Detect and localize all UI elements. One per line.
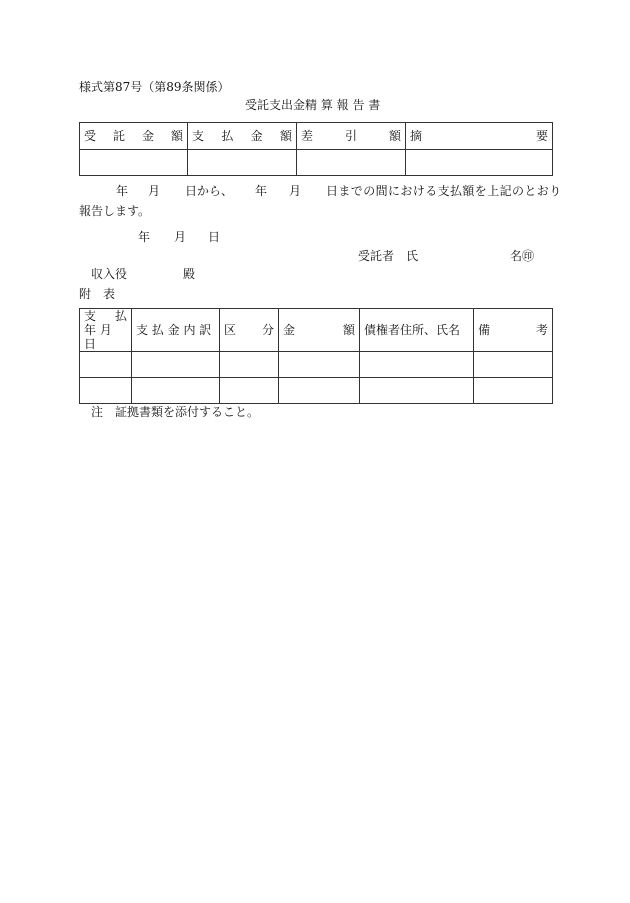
appendix-label: 附 表	[79, 287, 116, 301]
day-from-label: 日から、	[185, 184, 234, 198]
cell[interactable]	[474, 378, 553, 404]
cell[interactable]	[132, 352, 220, 378]
cell[interactable]	[132, 378, 220, 404]
addressee-title: 収入役	[91, 267, 128, 281]
month-label: 月	[148, 184, 161, 198]
cell[interactable]	[279, 352, 360, 378]
year-label: 年	[255, 184, 268, 198]
header-received-amount: 受 託 金 額	[80, 123, 188, 150]
month-label: 月	[289, 184, 302, 198]
trustee-label: 受託者 氏	[358, 249, 419, 263]
date-month-label: 月	[174, 230, 187, 244]
difference-cell[interactable]	[297, 150, 406, 176]
form-number: 様式第87号（第89条関係）	[79, 80, 230, 94]
date-day-label: 日	[208, 230, 221, 244]
name-seal-label: 名㊞	[510, 249, 535, 263]
detail-row	[80, 378, 553, 404]
header-amount: 金 額	[279, 309, 360, 352]
cell[interactable]	[220, 352, 279, 378]
cell[interactable]	[474, 352, 553, 378]
header-paid-amount: 支 払 金 額	[188, 123, 297, 150]
summary-header-row	[80, 123, 553, 150]
cell[interactable]	[360, 378, 474, 404]
report-text-line2: 報告します。	[79, 204, 151, 218]
header-difference: 差 引 額	[297, 123, 406, 150]
note: 注 証拠書類を添付すること。	[91, 405, 260, 419]
cell[interactable]	[220, 378, 279, 404]
header-creditor: 債権者住所、氏名	[360, 309, 474, 352]
cell[interactable]	[80, 352, 132, 378]
detail-table	[79, 308, 553, 404]
cell[interactable]	[360, 352, 474, 378]
header-payment-breakdown: 支 払 金 内 訳	[132, 309, 220, 352]
detail-header-row	[80, 309, 553, 352]
document-title: 受託支出金精 算 報 告 書	[245, 98, 381, 112]
header-category: 区 分	[220, 309, 279, 352]
header-notes: 備 考	[474, 309, 553, 352]
cell[interactable]	[279, 378, 360, 404]
summary-data-row	[80, 150, 553, 176]
date-year-label: 年	[138, 230, 151, 244]
remarks-cell[interactable]	[406, 150, 553, 176]
cell[interactable]	[80, 378, 132, 404]
header-payment-date: 支 払 年 月 日	[80, 309, 132, 352]
summary-table	[79, 122, 553, 176]
addressee-honorific: 殿	[183, 267, 196, 281]
paid-amount-cell[interactable]	[188, 150, 297, 176]
received-amount-cell[interactable]	[80, 150, 188, 176]
day-until-label: 日までの間における支払額を上記のとおり	[326, 184, 562, 198]
year-label: 年	[116, 184, 129, 198]
header-remarks: 摘 要	[406, 123, 553, 150]
detail-row	[80, 352, 553, 378]
